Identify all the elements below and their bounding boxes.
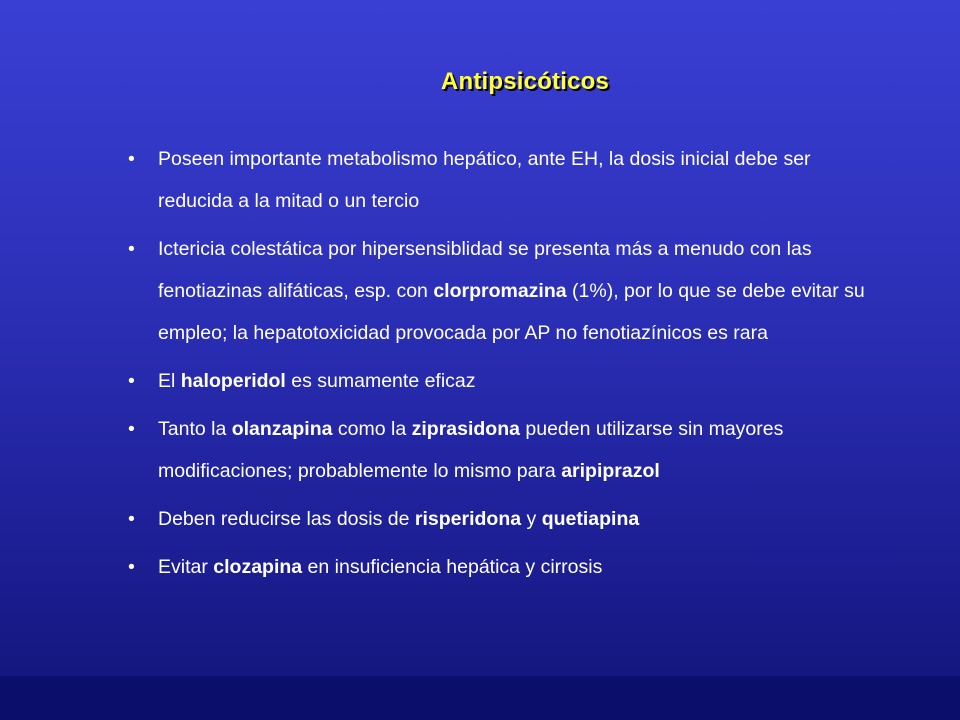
bullet-text — [158, 556, 602, 578]
bullet-dot-icon: • — [128, 418, 135, 440]
bullet-text-segment: es sumamente eficaz — [285, 370, 476, 392]
drug-name: aripiprazol — [561, 460, 660, 482]
bullet-text-segment: El — [158, 370, 181, 392]
bullet-text-segment: Deben reducirse las dosis de — [158, 508, 415, 530]
bullet-text-segment: Poseen importante metabolismo hepático, ante EH, la dosis inicial debe ser reducida a la mitad o un tercio — [158, 148, 811, 212]
drug-name: clozapina — [213, 556, 303, 578]
bullet-item — [128, 408, 888, 492]
drug-name: quetiapina — [541, 508, 640, 530]
bullet-item — [128, 138, 888, 222]
slide-title: Antipsicóticos — [440, 68, 610, 95]
bullet-list — [128, 138, 888, 594]
bullet-text-segment: en insuficiencia hepática y cirrosis — [302, 556, 603, 578]
bullet-item — [128, 228, 888, 354]
bullet-text-segment: (1%), por lo que se debe evitar su empleo; la hepatotoxicidad provocada por AP no fenotiazínicos es rara — [158, 280, 865, 344]
drug-name: risperidona — [414, 508, 522, 530]
bullet-text — [158, 238, 865, 344]
bullet-text-segment: Tanto la — [158, 418, 232, 440]
bullet-dot-icon: • — [128, 556, 135, 578]
bullet-dot-icon: • — [128, 148, 135, 170]
bullet-text — [158, 508, 639, 530]
drug-name: haloperidol — [180, 370, 286, 392]
bullet-text-segment: pueden utilizarse sin mayores modificaciones; probablemente lo mismo para — [158, 418, 784, 482]
bullet-text — [158, 370, 476, 392]
bullet-item — [128, 498, 888, 540]
bullet-dot-icon: • — [128, 370, 135, 392]
bullet-item — [128, 360, 888, 402]
bullet-text-segment: Evitar — [158, 556, 214, 578]
drug-name: clorpromazina — [433, 280, 567, 302]
bullet-text-segment: y — [521, 508, 542, 530]
bottom-band — [0, 676, 960, 720]
bullet-text-segment: como la — [332, 418, 412, 440]
bullet-text-segment: Ictericia colestática por hipersensiblidad se presenta más a menudo con las fenotiazinas alifáticas, esp. con — [158, 238, 812, 302]
bullet-text — [158, 148, 811, 212]
bullet-dot-icon: • — [128, 508, 135, 530]
drug-name: olanzapina — [231, 418, 333, 440]
bullet-item — [128, 546, 888, 588]
bullet-dot-icon: • — [128, 238, 135, 260]
bullet-text — [158, 418, 783, 482]
drug-name: ziprasidona — [411, 418, 520, 440]
